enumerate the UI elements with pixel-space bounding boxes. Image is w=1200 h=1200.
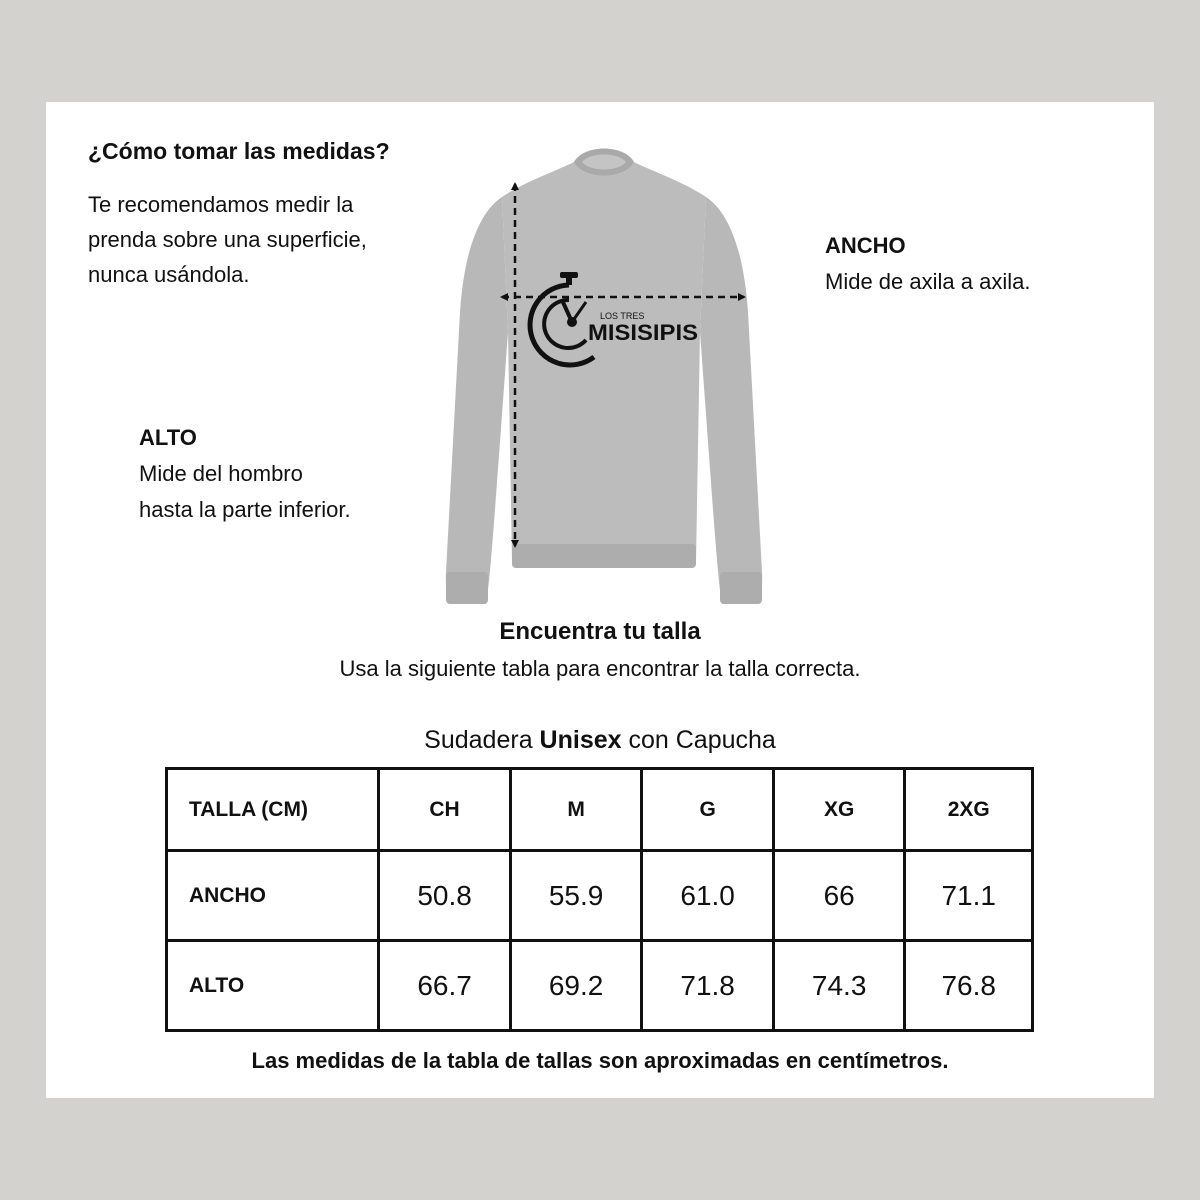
table-row xyxy=(167,941,1033,1031)
howto-line: nunca usándola. xyxy=(88,262,250,287)
alto-instructions xyxy=(139,420,351,528)
ancho-label: ANCHO xyxy=(825,233,906,258)
footnote: Las medidas de la tabla de tallas son aproximadas en centímetros. xyxy=(251,1048,949,1073)
ancho-instructions xyxy=(825,228,1030,300)
alto-label: ALTO xyxy=(139,425,197,450)
table-cell: 71.8 xyxy=(642,941,774,1031)
header-cell: M xyxy=(510,769,642,851)
table-cell: 71.1 xyxy=(905,851,1033,941)
table-cell: 66.7 xyxy=(379,941,511,1031)
ancho-description: Mide de axila a axila. xyxy=(825,269,1031,294)
find-size-subtitle: Usa la siguiente tabla para encontrar la talla correcta. xyxy=(339,656,861,681)
table-cell: 61.0 xyxy=(642,851,774,941)
logo-small-text: LOS TRES xyxy=(600,311,645,321)
size-guide-card xyxy=(46,102,1154,1098)
table-cell: 74.3 xyxy=(773,941,905,1031)
table-cell: 69.2 xyxy=(510,941,642,1031)
alto-description-line1: Mide del hombro xyxy=(139,461,303,486)
header-cell: CH xyxy=(379,769,511,851)
row-label: ANCHO xyxy=(167,851,379,941)
howto-title: ¿Cómo tomar las medidas? xyxy=(88,138,390,164)
table-cell: 66 xyxy=(773,851,905,941)
alto-description-line2: hasta la parte inferior. xyxy=(139,497,351,522)
table-cell: 55.9 xyxy=(510,851,642,941)
table-title-pre: Sudadera xyxy=(424,726,540,754)
sweater-illustration xyxy=(424,142,784,607)
table-title-post: con Capucha xyxy=(621,726,776,754)
table-row xyxy=(167,851,1033,941)
table-title-bold: Unisex xyxy=(539,726,622,754)
howto-text xyxy=(88,187,428,292)
table-cell: 76.8 xyxy=(905,941,1033,1031)
table-header-row xyxy=(167,769,1033,851)
header-cell: TALLA (CM) xyxy=(167,769,379,851)
howto-line: Te recomendamos medir la xyxy=(88,192,354,217)
header-cell: XG xyxy=(773,769,905,851)
header-cell: 2XG xyxy=(905,769,1033,851)
size-table xyxy=(165,767,1034,1032)
header-cell: G xyxy=(642,769,774,851)
table-cell: 50.8 xyxy=(379,851,511,941)
table-title xyxy=(46,726,1154,755)
row-label: ALTO xyxy=(167,941,379,1031)
find-size-title: Encuentra tu talla xyxy=(499,618,701,645)
logo-brand-text: MISISIPIS xyxy=(588,320,698,345)
howto-line: prenda sobre una superficie, xyxy=(88,227,367,252)
